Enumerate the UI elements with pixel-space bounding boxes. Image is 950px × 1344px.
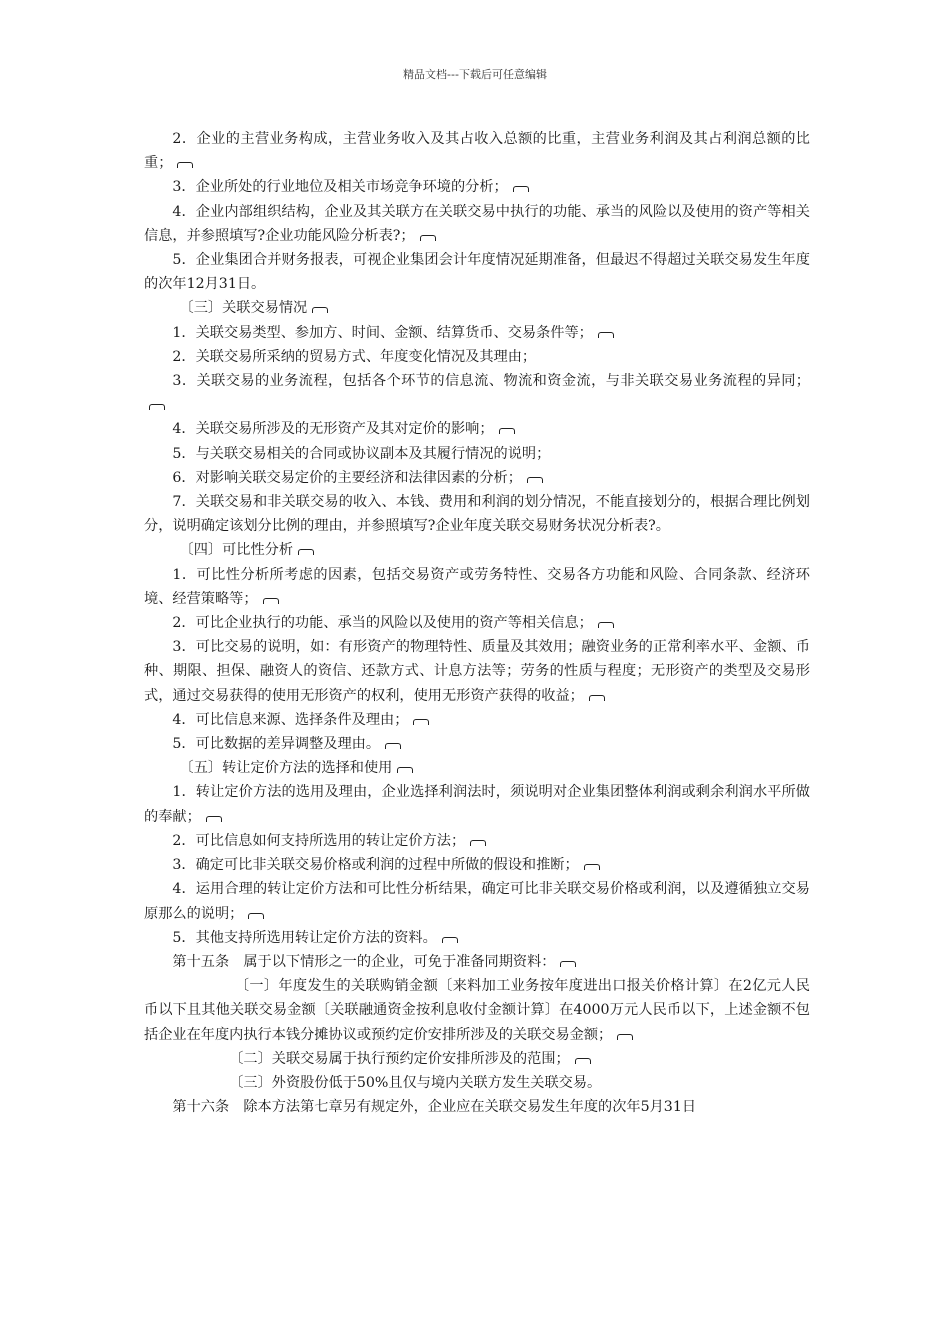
paragraph xyxy=(144,321,810,345)
paragraph xyxy=(144,127,810,175)
paragraph-mark-icon xyxy=(263,598,279,604)
paragraph-text: 〔四〕可比性分析 xyxy=(179,542,294,559)
paragraph xyxy=(144,756,810,780)
paragraph-mark-icon xyxy=(617,1034,633,1040)
paragraph-text: 4．关联交易所涉及的无形资产及其对定价的影响； xyxy=(172,421,494,438)
paragraph xyxy=(144,175,810,199)
paragraph xyxy=(144,732,810,756)
paragraph-text: 4．运用合理的转让定价方法和可比性分析结果，确定可比非关联交易价格或利润，以及遵循独立交易原那么的说明； xyxy=(144,881,810,922)
paragraph-text: 〔三〕关联交易情况 xyxy=(179,300,308,317)
paragraph-mark-icon xyxy=(420,235,436,241)
paragraph-mark-icon xyxy=(598,622,614,628)
paragraph-mark-icon xyxy=(206,816,222,822)
paragraph-mark-icon xyxy=(177,162,193,168)
paragraph xyxy=(144,1071,810,1095)
paragraph-text: 2．可比信息如何支持所选用的转让定价方法； xyxy=(172,832,466,849)
paragraph xyxy=(144,248,810,296)
paragraph-mark-icon xyxy=(499,428,515,434)
paragraph-mark-icon xyxy=(560,961,576,967)
paragraph-text: 1．可比性分析所考虑的因素，包括交易资产或劳务特性、交易各方功能和风险、合同条款、经济环境、经营策略等； xyxy=(144,566,810,607)
paragraph-text: 〔二〕关联交易属于执行预约定价安排所涉及的范围； xyxy=(229,1050,570,1067)
paragraph-mark-icon xyxy=(248,913,264,919)
paragraph-mark-icon xyxy=(584,864,600,870)
paragraph-mark-icon xyxy=(397,767,413,773)
paragraph-mark-icon xyxy=(413,719,429,725)
paragraph-text: 5．与关联交易相关的合同或协议副本及其履行情况的说明； xyxy=(172,445,551,462)
paragraph-mark-icon xyxy=(589,695,605,701)
paragraph xyxy=(144,974,810,1047)
paragraph-text: 第十五条 属于以下情形之一的企业，可免于准备同期资料： xyxy=(172,953,556,970)
paragraph-text: 3．关联交易的业务流程，包括各个环节的信息流、物流和资金流，与非关联交易业务流程的异同； xyxy=(172,373,810,390)
paragraph-mark-icon xyxy=(298,549,314,555)
paragraph-mark-icon xyxy=(470,840,486,846)
paragraph-text: 1．转让定价方法的选用及理由，企业选择利润法时，须说明对企业集团整体利润或剩余利润水平所做的奉献； xyxy=(144,784,810,825)
paragraph-text: 〔五〕转让定价方法的选择和使用 xyxy=(179,760,393,777)
paragraph xyxy=(144,853,810,877)
paragraph xyxy=(144,1047,810,1071)
paragraph-text: 3．企业所处的行业地位及相关市场竞争环境的分析； xyxy=(172,179,508,196)
paragraph xyxy=(144,708,810,732)
paragraph-text: 4．企业内部组织结构，企业及其关联方在关联交易中执行的功能、承当的风险以及使用的资产等相关信息，并参照填写?企业功能风险分析表?； xyxy=(144,203,810,244)
paragraph-text: 〔三〕外资股份低于50%且仅与境内关联方发生关联交易。 xyxy=(229,1074,602,1091)
paragraph-mark-icon xyxy=(575,1058,591,1064)
paragraph-text: 5．企业集团合并财务报表，可视企业集团会计年度情况延期准备，但最迟不得超过关联交易发生年度的次年12月31日。 xyxy=(144,252,810,293)
paragraph xyxy=(144,442,810,466)
paragraph-text: 7．关联交易和非关联交易的收入、本钱、费用和利润的划分情况，不能直接划分的，根据合理比例划分，说明确定该划分比例的理由，并参照填写?企业年度关联交易财务状况分析表?。 xyxy=(144,494,810,535)
paragraph xyxy=(144,611,810,635)
paragraph-text: 第十六条 除本方法第七章另有规定外，企业应在关联交易发生年度的次年5月31日 xyxy=(172,1099,697,1116)
page-header: 精品文档---下载后可任意编辑 xyxy=(403,68,547,81)
paragraph xyxy=(144,780,810,828)
paragraph xyxy=(144,829,810,853)
document-body xyxy=(144,127,810,1119)
paragraph xyxy=(144,538,810,562)
paragraph-mark-icon xyxy=(149,404,165,410)
paragraph-text: 2．企业的主营业务构成，主营业务收入及其占收入总额的比重，主营业务利润及其占利润总额的比重； xyxy=(144,131,810,172)
paragraph-mark-icon xyxy=(385,743,401,749)
paragraph-text: 3．可比交易的说明，如：有形资产的物理特性、质量及其效用；融资业务的正常利率水平、金额、币种、期限、担保、融资人的资信、还款方式、计息方法等；劳务的性质与程度；无形资产的类型及交易形式，通过交易获得的使用无形资产的权利，使用无形资产获得的收益； xyxy=(144,639,810,704)
paragraph-text: 3．确定可比非关联交易价格或利润的过程中所做的假设和推断； xyxy=(172,857,579,874)
paragraph-text: 1．关联交易类型、参加方、时间、金额、结算货币、交易条件等； xyxy=(172,324,593,341)
paragraph-mark-icon xyxy=(527,477,543,483)
paragraph xyxy=(144,1095,810,1119)
paragraph-text: 6．对影响关联交易定价的主要经济和法律因素的分析； xyxy=(172,469,522,486)
paragraph xyxy=(144,296,810,320)
paragraph xyxy=(144,466,810,490)
paragraph xyxy=(144,345,810,369)
paragraph xyxy=(144,369,810,417)
paragraph xyxy=(144,563,810,611)
paragraph-text: 2．可比企业执行的功能、承当的风险以及使用的资产等相关信息； xyxy=(172,615,593,632)
paragraph-text: 5．其他支持所选用转让定价方法的资料。 xyxy=(172,929,437,946)
paragraph-text: 5．可比数据的差异调整及理由。 xyxy=(172,736,381,753)
paragraph-text: 〔一〕年度发生的关联购销金额〔来料加工业务按年度进出口报关价格计算〕在2亿元人民币以下且其他关联交易金额〔关联融通资金按利息收付金额计算〕在4000万元人民币以下，上述金额不包括企业在年度内执行本钱分摊协议或预约定价安排所涉及的关联交易金额； xyxy=(144,978,810,1043)
paragraph xyxy=(144,200,810,248)
paragraph xyxy=(144,417,810,441)
paragraph xyxy=(144,926,810,950)
paragraph xyxy=(144,950,810,974)
paragraph-mark-icon xyxy=(442,937,458,943)
paragraph xyxy=(144,635,810,708)
paragraph-text: 4．可比信息来源、选择条件及理由； xyxy=(172,711,409,728)
paragraph-text: 2．关联交易所采纳的贸易方式、年度变化情况及其理由； xyxy=(172,348,537,365)
paragraph-mark-icon xyxy=(312,307,328,313)
paragraph-mark-icon xyxy=(513,186,529,192)
paragraph-mark-icon xyxy=(598,332,614,338)
paragraph xyxy=(144,490,810,538)
paragraph xyxy=(144,877,810,925)
